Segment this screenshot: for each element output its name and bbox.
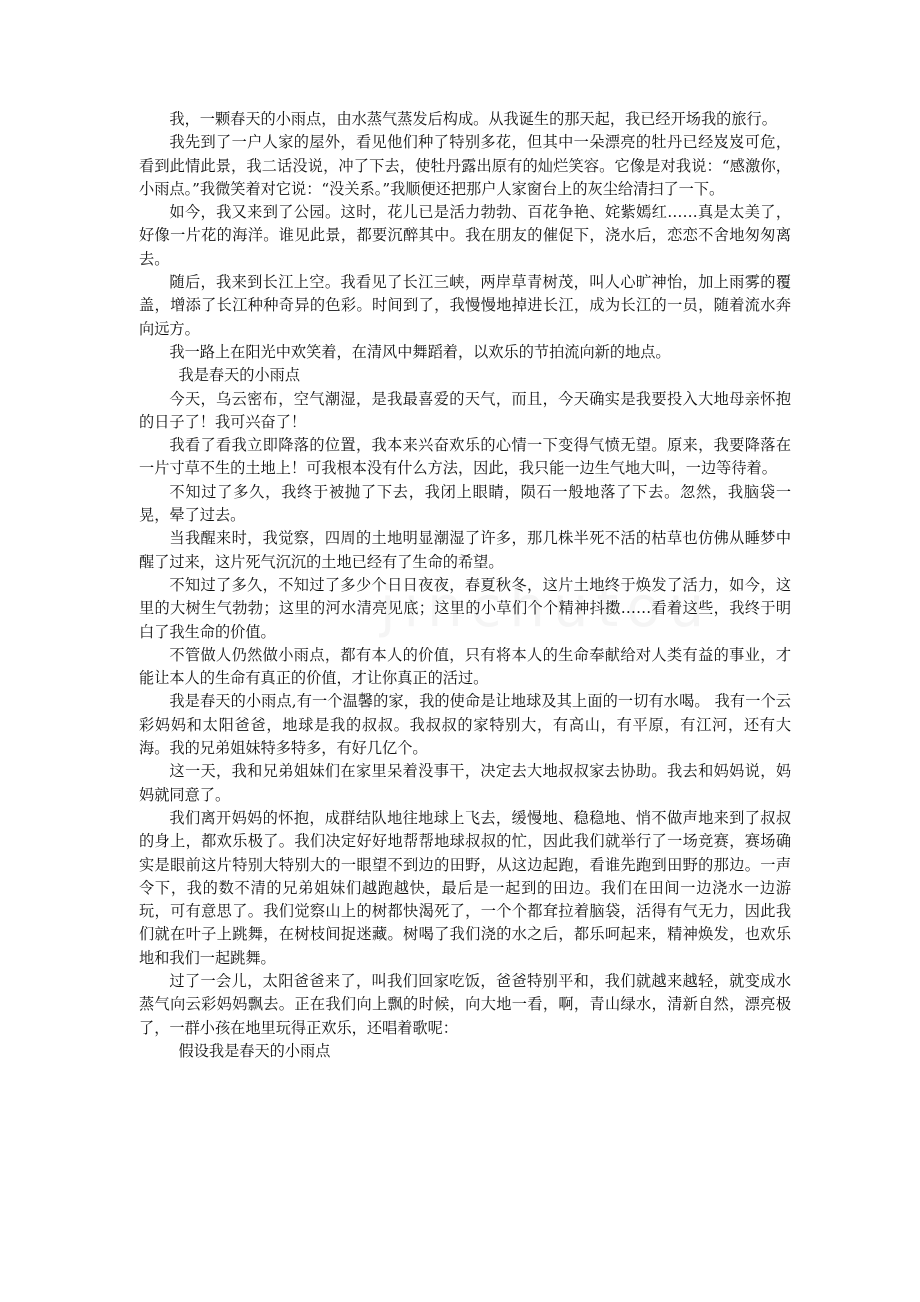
document-body xyxy=(139,108,791,1063)
paragraph: 不知过了多久，我终于被抛了下去，我闭上眼睛，陨石一般地落了下去。忽然，我脑袋一晃，晕了过去。 xyxy=(139,482,791,525)
paragraph: 我，一颗春天的小雨点，由水蒸气蒸发后构成。从我诞生的那天起，我已经开场我的旅行。 xyxy=(169,110,777,128)
paragraph: 如今，我又来到了公园。这时，花儿已是活力勃勃、百花争艳、姹紫嫣红……真是太美了，好像一片花的海洋。谁见此景，都要沉醉其中。我在朋友的催促下，浇水后，恋恋不舍地匆匆离去。 xyxy=(139,203,791,268)
paragraph: 这一天，我和兄弟姐妹们在家里呆着没事干，决定去大地叔叔家去协助。我去和妈妈说，妈妈就同意了。 xyxy=(139,762,791,804)
paragraph: 我看了看我立即降落的位置，我本来兴奋欢乐的心情一下变得气愤无望。原来，我要降落在一片寸草不生的土地上！可我根本没有什么方法，因此，我只能一边生气地大叫，一边等待着。 xyxy=(139,436,791,478)
paragraph: 我是春天的小雨点,有一个温馨的家，我的使命是让地球及其上面的一切有水喝。 我有一个云彩妈妈和太阳爸爸，地球是我的叔叔。我叔叔的家特别大，有高山，有平原，有江河，还有大海。我的兄弟姐妹特多特多，有好几亿个。 xyxy=(139,692,791,758)
section-heading: 我是春天的小雨点 xyxy=(178,366,301,385)
paragraph: 不知过了多久，不知过了多少个日日夜夜，春夏秋冬，这片土地终于焕发了活力，如今，这里的大树生气勃勃；这里的河水清亮见底；这里的小草们个个精神抖擞……看着这些，我终于明白了我生命的价值。 xyxy=(139,575,791,641)
paragraph: 我们离开妈妈的怀抱，成群结队地往地球上飞去，缓慢地、稳稳地、悄不做声地来到了叔叔的身上，都欢乐极了。我们决定好好地帮帮地球叔叔的忙，因此我们就举行了一场竞赛，赛场确实是眼前这片特别大特别大的一眼望不到边的田野，从这边起跑，看谁先跑到田野的那边。一声令下，我的数不清的兄弟姐妹们越跑越快，最后是一起到的田边。我们在田间一边浇水一边游玩，可有意思了。我们觉察山上的树都快渴死了，一个个都耷拉着脑袋，活得有气无力，因此我们就在叶子上跳舞，在树枝间捉迷藏。树喝了我们浇的水之后，都乐呵起来，精神焕发，也欢乐地和我们一起跳舞。 xyxy=(139,808,791,967)
paragraph: 我先到了一户人家的屋外，看见他们种了特别多花，但其中一朵漂亮的牡丹已经岌岌可危，看到此情此景，我二话没说，冲了下去，使牡丹露出原有的灿烂笑容。它像是对我说：“感激你，小雨点。”我微笑着对它说：“没关系。”我顺便还把那户人家窗台上的灰尘给清扫了一下。 xyxy=(139,133,791,198)
paragraph: 不管做人仍然做小雨点，都有本人的价值，只有将本人的生命奉献给对人类有益的事业，才能让本人的生命有真正的价值，才让你真正的活过。 xyxy=(139,645,791,688)
paragraph: 过了一会儿，太阳爸爸来了，叫我们回家吃饭，爸爸特别平和，我们就越来越轻，就变成水蒸气向云彩妈妈飘去。正在我们向上飘的时候，向大地一看，啊，青山绿水，清新自然，漂亮极了，一群小孩在地里玩得正欢乐，还唱着歌呢： xyxy=(139,971,791,1037)
paragraph: 今天，乌云密布，空气潮湿，是我最喜爱的天气，而且，今天确实是我要投入大地母亲怀抱的日子了！我可兴奋了！ xyxy=(139,389,791,431)
paragraph: 随后，我来到长江上空。我看见了长江三峡，两岸草青树茂，叫人心旷神怡，加上雨雾的覆盖，增添了长江种种奇异的色彩。时间到了，我慢慢地掉进长江，成为长江的一员，随着流水奔向远方。 xyxy=(139,273,791,338)
section-heading: 假设我是春天的小雨点 xyxy=(178,1041,331,1060)
paragraph: 我一路上在阳光中欢笑着，在清风中舞蹈着，以欢乐的节拍流向新的地点。 xyxy=(169,342,671,361)
paragraph: 当我醒来时，我觉察，四周的土地明显潮湿了许多，那几株半死不活的枯草也仿佛从睡梦中醒了过来，这片死气沉沉的土地已经有了生命的希望。 xyxy=(139,529,791,571)
